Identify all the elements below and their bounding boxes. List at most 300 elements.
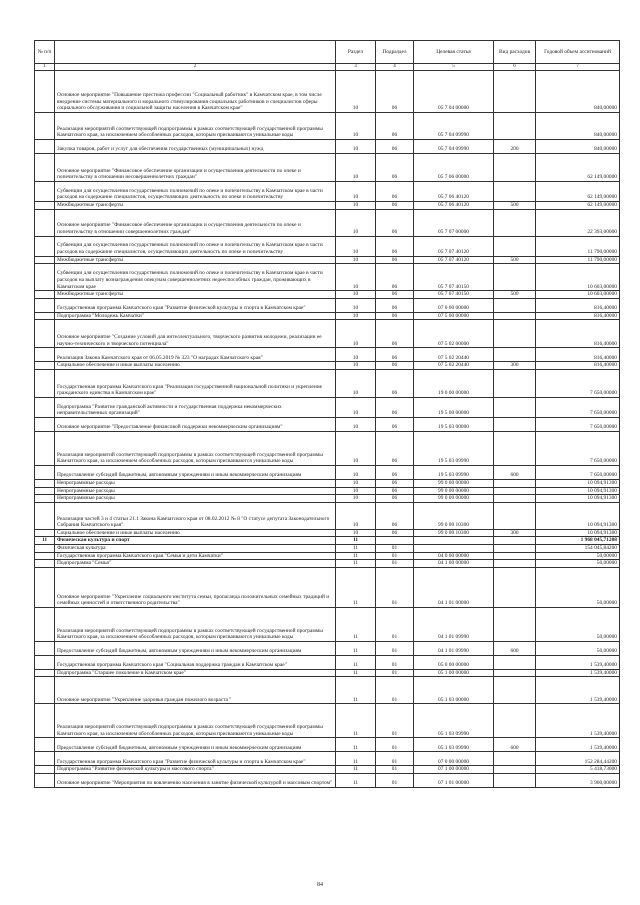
row-target-article: 04 1 01 00000 [414, 567, 494, 607]
row-podrazdel: 06 [376, 256, 414, 264]
row-amount: 7 650,00000 [536, 397, 620, 417]
row-expense-type [494, 544, 536, 552]
row-razdel: 11 [336, 544, 376, 552]
row-amount: 1 539,40000 [536, 704, 620, 738]
row-amount: 10 603,00000 [536, 264, 620, 291]
row-podrazdel: 06 [376, 291, 414, 299]
row-amount: 62 149,00000 [536, 154, 620, 182]
row-expense-type [494, 560, 536, 568]
row-target-article: 05 7 07 40120 [414, 236, 494, 256]
row-razdel: 10 [336, 362, 376, 370]
row-amount: 154 045,84200 [536, 544, 620, 552]
row-number [35, 431, 55, 465]
row-expense-type [494, 537, 536, 545]
column-number: 4 [376, 64, 414, 71]
row-expense-type [494, 264, 536, 291]
table-row [35, 704, 620, 738]
row-target-article: 07 5 02 00000 [414, 320, 494, 348]
row-expense-type [494, 312, 536, 320]
table-row [35, 256, 620, 264]
row-number: 11 [35, 537, 55, 545]
table-row [35, 529, 620, 537]
row-target-article: 05 7 07 40150 [414, 291, 494, 299]
row-expense-type [494, 677, 536, 704]
table-row [35, 182, 620, 202]
table-row [35, 537, 620, 545]
row-podrazdel: 01 [376, 766, 414, 774]
row-name: Реализация мероприятий соответствующей подпрограммы в рамках соответствующей государственной программы Камчатского края, за исключением обособленных расходов, которым присваиваются уникальные коды [55, 704, 336, 738]
row-amount: 816,40000 [536, 348, 620, 362]
row-target-article: 05 1 03 09990 [414, 738, 494, 752]
row-razdel: 11 [336, 766, 376, 774]
row-expense-type [494, 766, 536, 774]
row-target-article: 99 0 00 10300 [414, 502, 494, 529]
row-amount: 10 094,91300 [536, 529, 620, 537]
row-number [35, 567, 55, 607]
row-razdel: 11 [336, 560, 376, 568]
row-razdel: 10 [336, 529, 376, 537]
table-row [35, 298, 620, 312]
row-name: Основное мероприятие "Укрепление здоровья граждан пожилого возраста " [55, 677, 336, 704]
row-podrazdel: 01 [376, 773, 414, 787]
row-podrazdel: 01 [376, 677, 414, 704]
row-target-article: 04 1 01 09990 [414, 641, 494, 655]
row-name: Субвенции для осуществления государственных полномочий по опеке и попечительству в Камчатском крае в части расходов на выплату вознаграждения опекунам совершеннолетних недееспособных граждан, проживающих в Камчатском крае [55, 264, 336, 291]
table-row [35, 552, 620, 560]
row-target-article: 99 0 00 10300 [414, 529, 494, 537]
table-row [35, 431, 620, 465]
row-amount: 7 650,00000 [536, 431, 620, 465]
row-target-article: 05 7 07 40120 [414, 256, 494, 264]
row-razdel: 11 [336, 537, 376, 545]
column-number: 2 [55, 64, 336, 71]
row-expense-type [494, 397, 536, 417]
row-name: Основное мероприятие "Укрепление социального института семьи, пропаганда положительных семейных традиций и семейных ценностей и ответственного родительства" [55, 567, 336, 607]
row-razdel: 10 [336, 495, 376, 503]
table-row [35, 417, 620, 431]
row-razdel: 10 [336, 154, 376, 182]
row-name: Реализация частей 3 и 4 статьи 21.1 Закона Камчатского края от 08.02.2012 № 8 "О статусе депутата Законодательного Собрания Камчатского края" [55, 502, 336, 529]
row-amount: 816,40000 [536, 362, 620, 370]
row-amount: 22 393,00000 [536, 209, 620, 236]
row-number [35, 264, 55, 291]
row-expense-type [494, 607, 536, 641]
row-target-article: 99 0 00 00000 [414, 487, 494, 495]
row-expense-type: 200 [494, 140, 536, 154]
row-name: Государственная программа Камчатского края "Семья и дети Камчатки" [55, 552, 336, 560]
row-target-article: 04 0 00 00000 [414, 552, 494, 560]
row-number [35, 495, 55, 503]
row-podrazdel: 01 [376, 641, 414, 655]
row-podrazdel: 06 [376, 182, 414, 202]
row-number [35, 479, 55, 487]
row-podrazdel: 01 [376, 544, 414, 552]
row-razdel: 10 [336, 465, 376, 479]
row-name: Непрограммные расходы [55, 495, 336, 503]
row-target-article: 05 7 07 00000 [414, 209, 494, 236]
table-row [35, 369, 620, 397]
row-amount: 3 900,00000 [536, 773, 620, 787]
header-num: № п/п [35, 41, 55, 64]
row-name: Социальное обеспечение и иные выплаты населению [55, 529, 336, 537]
column-number-row [35, 64, 620, 71]
row-podrazdel: 06 [376, 154, 414, 182]
header-name [55, 41, 336, 64]
header-razdel: Раздел [336, 41, 376, 64]
row-target-article: 05 1 03 09990 [414, 704, 494, 738]
row-amount: 840,00000 [536, 140, 620, 154]
table-row [35, 362, 620, 370]
row-target-article: 99 0 00 00000 [414, 495, 494, 503]
row-razdel: 11 [336, 704, 376, 738]
table-row [35, 544, 620, 552]
row-name: Основное мероприятие "Предоставление финансовой поддержки некоммерческим организациям" [55, 417, 336, 431]
column-number: 3 [336, 64, 376, 71]
row-name: Основное мероприятие "Создание условий для интеллектуального, творческого развития молодежи, реализации ее научно-технического и творческого потенциала" [55, 320, 336, 348]
row-expense-type [494, 487, 536, 495]
row-amount: 11 790,00000 [536, 256, 620, 264]
row-amount: 1 539,40000 [536, 677, 620, 704]
row-razdel: 10 [336, 209, 376, 236]
row-number [35, 256, 55, 264]
row-podrazdel: 06 [376, 113, 414, 140]
row-number [35, 202, 55, 210]
row-number [35, 312, 55, 320]
row-number [35, 669, 55, 677]
header-annual-amount: Годовой объем ассигнований [536, 41, 620, 64]
row-number [35, 113, 55, 140]
row-number [35, 766, 55, 774]
row-number [35, 529, 55, 537]
table-row [35, 766, 620, 774]
row-target-article: 04 1 00 00000 [414, 560, 494, 568]
row-razdel: 10 [336, 113, 376, 140]
table-row [35, 312, 620, 320]
row-razdel: 10 [336, 397, 376, 417]
row-number [35, 752, 55, 766]
row-expense-type [494, 495, 536, 503]
row-podrazdel: 01 [376, 704, 414, 738]
row-target-article: 07 1 01 00000 [414, 773, 494, 787]
row-number [35, 369, 55, 397]
table-row [35, 479, 620, 487]
row-amount: 50,00000 [536, 552, 620, 560]
row-razdel: 10 [336, 256, 376, 264]
table-body [35, 71, 620, 788]
row-amount: 50,00000 [536, 607, 620, 641]
row-name: Подпрограмма "Старшее поколение в Камчатском крае" [55, 669, 336, 677]
row-expense-type [494, 113, 536, 140]
row-number [35, 677, 55, 704]
row-number [35, 773, 55, 787]
row-name: Подпрограмма "Развитие гражданской активности и государственная поддержка некоммерческих неправительственных организаций" [55, 397, 336, 417]
table-row [35, 773, 620, 787]
row-amount: 11 790,00000 [536, 236, 620, 256]
column-number: 1 [35, 64, 55, 71]
row-number [35, 544, 55, 552]
row-number [35, 209, 55, 236]
row-razdel: 10 [336, 140, 376, 154]
row-name: Межбюджетные трансферты [55, 202, 336, 210]
row-podrazdel: 01 [376, 669, 414, 677]
table-row [35, 397, 620, 417]
row-podrazdel: 06 [376, 236, 414, 256]
row-expense-type [494, 154, 536, 182]
row-target-article: 19 0 00 00000 [414, 369, 494, 397]
row-name: Закупка товаров, работ и услуг для обеспечения государственных (муниципальных) нужд [55, 140, 336, 154]
row-podrazdel: 06 [376, 487, 414, 495]
row-amount: 10 603,00000 [536, 291, 620, 299]
row-podrazdel: 01 [376, 738, 414, 752]
row-target-article: 19 5 03 00000 [414, 417, 494, 431]
row-expense-type [494, 348, 536, 362]
row-amount: 62 149,00000 [536, 182, 620, 202]
table-row [35, 607, 620, 641]
row-razdel: 11 [336, 738, 376, 752]
row-name: Реализация мероприятий соответствующей подпрограммы в рамках соответствующей государственной программы Камчатского края, за исключением обособленных расходов, которым присваиваются уникальные коды [55, 431, 336, 465]
header-target-article: Целевая статья [414, 41, 494, 64]
row-podrazdel: 06 [376, 320, 414, 348]
table-row [35, 738, 620, 752]
table-row [35, 154, 620, 182]
table-row [35, 236, 620, 256]
column-number: 7 [536, 64, 620, 71]
row-expense-type [494, 369, 536, 397]
row-expense-type [494, 655, 536, 669]
row-expense-type: 500 [494, 202, 536, 210]
row-name: Социальное обеспечение и иные выплаты населению [55, 362, 336, 370]
row-expense-type [494, 479, 536, 487]
table-row [35, 202, 620, 210]
table-row [35, 641, 620, 655]
table-row [35, 487, 620, 495]
row-expense-type: 600 [494, 738, 536, 752]
row-razdel: 10 [336, 291, 376, 299]
row-name: Физическая культура и спорт [55, 537, 336, 545]
row-target-article: 05 7 04 09990 [414, 140, 494, 154]
table-row [35, 655, 620, 669]
row-expense-type: 300 [494, 362, 536, 370]
row-podrazdel: 01 [376, 752, 414, 766]
row-name: Субвенции для осуществления государственных полномочий по опеке и попечительству в Камчатском крае в части расходов на содержание специалистов, осуществляющих деятельность по опеке и попечительству [55, 182, 336, 202]
table-row [35, 677, 620, 704]
row-podrazdel: 06 [376, 431, 414, 465]
table-row [35, 669, 620, 677]
row-podrazdel: 06 [376, 140, 414, 154]
row-podrazdel: 01 [376, 655, 414, 669]
row-number [35, 236, 55, 256]
row-target-article: 05 7 06 40120 [414, 202, 494, 210]
row-expense-type [494, 298, 536, 312]
row-name: Предоставление субсидий бюджетным, автономным учреждениям и иным некоммерческим организациям [55, 641, 336, 655]
row-amount: 1 539,40000 [536, 655, 620, 669]
row-razdel: 10 [336, 487, 376, 495]
row-amount: 50,00000 [536, 641, 620, 655]
row-target-article: 07 1 00 00000 [414, 766, 494, 774]
table-row [35, 113, 620, 140]
row-amount: 50,00000 [536, 560, 620, 568]
row-number [35, 320, 55, 348]
row-razdel: 10 [336, 369, 376, 397]
row-amount: 7 650,00000 [536, 465, 620, 479]
row-expense-type: 500 [494, 291, 536, 299]
row-target-article: 05 7 06 40120 [414, 182, 494, 202]
row-podrazdel: 06 [376, 479, 414, 487]
row-podrazdel: 06 [376, 417, 414, 431]
row-razdel: 11 [336, 567, 376, 607]
row-podrazdel: 06 [376, 209, 414, 236]
row-number [35, 417, 55, 431]
row-target-article: 19 5 03 09990 [414, 465, 494, 479]
row-name: Физическая культура [55, 544, 336, 552]
row-number [35, 182, 55, 202]
table-row [35, 140, 620, 154]
table-row [35, 502, 620, 529]
row-expense-type: 600 [494, 641, 536, 655]
row-podrazdel: 01 [376, 567, 414, 607]
row-amount: 1 968 045,71208 [536, 537, 620, 545]
row-name: Основное мероприятие "Финансовое обеспечение организации и осуществления деятельности по опеке и попечительству в отношении несовершеннолетних граждан" [55, 154, 336, 182]
table-row [35, 495, 620, 503]
row-target-article: 05 7 07 40150 [414, 264, 494, 291]
row-name: Государственная программа Камчатского края "Развитие физической культуры и спорта в Камчатском крае" [55, 298, 336, 312]
row-target-article: 05 0 00 00000 [414, 655, 494, 669]
row-expense-type [494, 752, 536, 766]
row-razdel: 11 [336, 607, 376, 641]
row-number [35, 560, 55, 568]
table-row [35, 560, 620, 568]
row-amount: 7 650,00000 [536, 417, 620, 431]
table-row [35, 71, 620, 113]
row-expense-type [494, 669, 536, 677]
row-name: Межбюджетные трансферты [55, 256, 336, 264]
header-podrazdel: Подраздел [376, 41, 414, 64]
row-podrazdel: 06 [376, 312, 414, 320]
row-amount: 840,00000 [536, 113, 620, 140]
row-expense-type [494, 431, 536, 465]
table-row [35, 320, 620, 348]
row-amount: 816,40000 [536, 312, 620, 320]
row-amount: 7 650,00000 [536, 369, 620, 397]
row-podrazdel: 06 [376, 362, 414, 370]
row-podrazdel: 01 [376, 607, 414, 641]
row-target-article: 19 5 00 00000 [414, 397, 494, 417]
row-amount: 10 094,91300 [536, 487, 620, 495]
row-razdel: 10 [336, 182, 376, 202]
row-target-article: 99 0 00 00000 [414, 479, 494, 487]
row-name: Государственная программа Камчатского края "Развитие физической культуры и спорта в Камчатском крае" [55, 752, 336, 766]
row-amount: 10 094,91300 [536, 495, 620, 503]
row-podrazdel: 06 [376, 71, 414, 113]
row-number [35, 502, 55, 529]
row-razdel: 10 [336, 502, 376, 529]
row-podrazdel: 06 [376, 298, 414, 312]
row-amount: 1 539,40000 [536, 669, 620, 677]
row-expense-type [494, 552, 536, 560]
row-name: Основное мероприятие "Повышение престижа профессии "Социальный работник" в Камчатском крае, в том числе внедрение системы материального и морального стимулирования социальных работников и специалистов сферы социального обслуживания и социальной защиты населения в Камчатском крае" [55, 71, 336, 113]
row-number [35, 641, 55, 655]
row-podrazdel: 01 [376, 552, 414, 560]
row-razdel: 11 [336, 655, 376, 669]
row-name: Реализация Закона Камчатского края от 06.05.2019 № 323 "О наградах Камчатского края" [55, 348, 336, 362]
row-razdel: 10 [336, 312, 376, 320]
row-amount: 840,00000 [536, 71, 620, 113]
row-name: Основное мероприятие "Мероприятия по вовлечению населения в занятие физической культурой и массовым спортом" [55, 773, 336, 787]
budget-table [34, 40, 620, 788]
row-name: Государственная программа Камчатского края "Реализация государственной национальной политики и укрепление гражданского единства в Камчатском крае" [55, 369, 336, 397]
column-number: 5 [414, 64, 494, 71]
row-razdel: 11 [336, 669, 376, 677]
row-name: Предоставление субсидий бюджетным, автономным учреждениям и иным некоммерческим организациям [55, 738, 336, 752]
row-razdel: 10 [336, 320, 376, 348]
row-expense-type [494, 567, 536, 607]
row-razdel: 10 [336, 264, 376, 291]
row-target-article: 07 5 02 20440 [414, 348, 494, 362]
row-target-article: 05 7 04 09990 [414, 113, 494, 140]
table-row [35, 209, 620, 236]
row-podrazdel: 06 [376, 369, 414, 397]
row-name: Подпрограмма "Молодежь Камчатки" [55, 312, 336, 320]
row-expense-type [494, 71, 536, 113]
row-number [35, 140, 55, 154]
row-target-article [414, 544, 494, 552]
row-podrazdel: 06 [376, 502, 414, 529]
row-podrazdel [376, 537, 414, 545]
row-target-article [414, 537, 494, 545]
table-row [35, 348, 620, 362]
table-row [35, 264, 620, 291]
row-name: Подпрограмма "Развитие физической культуры и массового спорта" [55, 766, 336, 774]
row-name: Межбюджетные трансферты [55, 291, 336, 299]
row-number [35, 71, 55, 113]
row-number [35, 298, 55, 312]
row-number [35, 348, 55, 362]
row-name: Субвенции для осуществления государственных полномочий по опеке и попечительству в Камчатском крае в части расходов на содержание специалистов, осуществляющих деятельность по опеке и попечительству [55, 236, 336, 256]
row-podrazdel: 06 [376, 397, 414, 417]
row-number [35, 291, 55, 299]
row-name: Реализация мероприятий соответствующей подпрограммы в рамках соответствующей государственной программы Камчатского края, за исключением обособленных расходов, которым присваиваются уникальные коды [55, 607, 336, 641]
row-expense-type [494, 773, 536, 787]
row-number [35, 397, 55, 417]
row-razdel: 11 [336, 773, 376, 787]
row-expense-type [494, 704, 536, 738]
row-amount: 10 094,91300 [536, 479, 620, 487]
row-number [35, 465, 55, 479]
row-name: Основное мероприятие "Финансовое обеспечение организации и осуществления деятельности по опеке и попечительству в отношении совершеннолетних граждан" [55, 209, 336, 236]
table-row [35, 291, 620, 299]
column-number: 6 [494, 64, 536, 71]
row-target-article: 05 7 04 00000 [414, 71, 494, 113]
row-razdel: 10 [336, 479, 376, 487]
row-target-article: 05 7 06 00000 [414, 154, 494, 182]
row-razdel: 10 [336, 202, 376, 210]
row-expense-type [494, 502, 536, 529]
row-name: Реализация мероприятий соответствующей подпрограммы в рамках соответствующей государственной программы Камчатского края, за исключением обособленных расходов, которым присваиваются уникальные коды [55, 113, 336, 140]
row-name: Непрограммные расходы [55, 487, 336, 495]
row-podrazdel: 06 [376, 202, 414, 210]
row-podrazdel: 06 [376, 529, 414, 537]
row-podrazdel: 06 [376, 495, 414, 503]
row-number [35, 738, 55, 752]
row-podrazdel: 06 [376, 264, 414, 291]
row-name: Непрограммные расходы [55, 479, 336, 487]
row-target-article: 05 1 00 00000 [414, 669, 494, 677]
row-podrazdel: 01 [376, 560, 414, 568]
header-expense-type: Вид расходов [494, 41, 536, 64]
row-podrazdel: 06 [376, 348, 414, 362]
row-number [35, 704, 55, 738]
row-expense-type [494, 236, 536, 256]
